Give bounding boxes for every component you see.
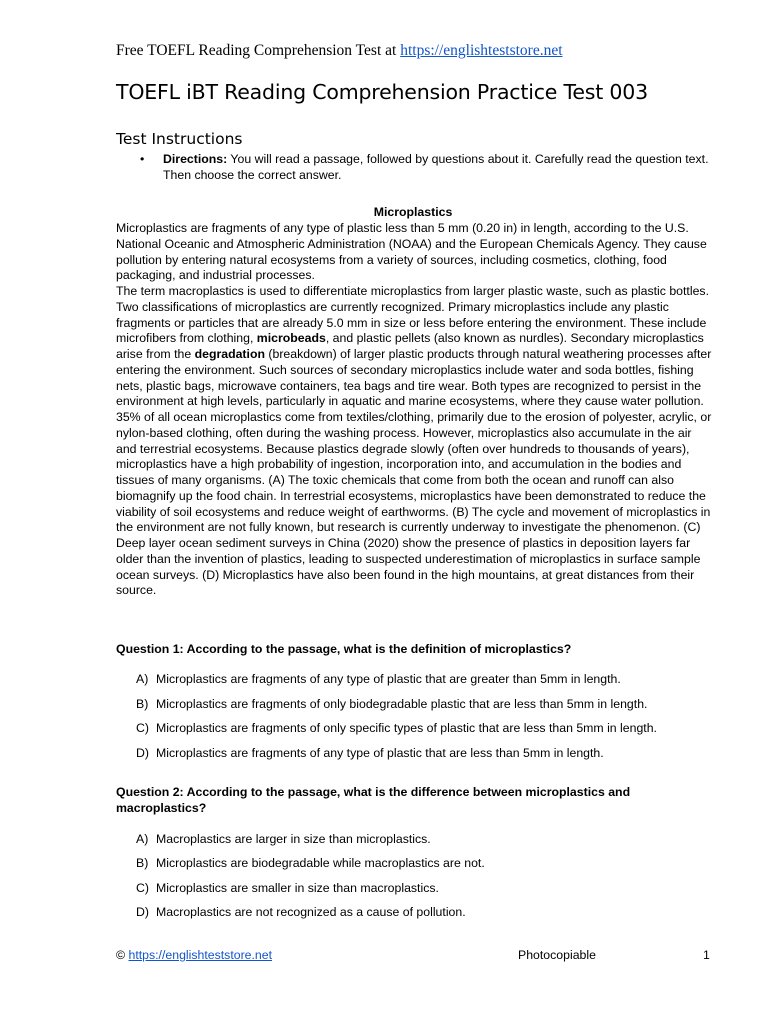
header-text: Free TOEFL Reading Comprehension Test at [116, 42, 397, 59]
question-1: Question 1: According to the passage, what is the definition of microplastics? [116, 642, 572, 656]
page-header [116, 42, 563, 60]
page-title: TOEFL iBT Reading Comprehension Practice Test 003 [116, 80, 648, 104]
passage-body [116, 221, 712, 599]
term-degradation: degradation [194, 347, 265, 361]
q2-option-a[interactable] [136, 831, 716, 847]
q1-option-b[interactable] [136, 696, 716, 712]
option-text: Macroplastics are not recognized as a cause of pollution. [156, 905, 466, 919]
option-letter: C) [136, 881, 149, 895]
question-2: Question 2: According to the passage, what is the difference between microplastics and macroplastics? [116, 785, 631, 815]
instructions-item [140, 151, 710, 183]
q2-option-c[interactable] [136, 880, 716, 896]
option-text: Microplastics are biodegradable while macroplastics are not. [156, 856, 485, 870]
option-letter: A) [136, 672, 149, 686]
option-letter: C) [136, 721, 149, 735]
q2-option-d[interactable] [136, 904, 716, 920]
option-letter: D) [136, 905, 149, 919]
passage-paragraph-1: Microplastics are fragments of any type of plastic less than 5 mm (0.20 in) in length, according to the U.S. National Oceanic and Atmospheric Administration (NOAA) and the European Chemicals Agency. They cause pollution by entering natural ecosystems from a variety of sources, including cosmetics, clothing, food packaging, and industrial processes. [116, 221, 707, 283]
header-link[interactable]: https://englishteststore.net [400, 42, 563, 59]
page-number: 1 [703, 948, 710, 962]
q1-option-a[interactable] [136, 671, 716, 687]
q1-option-c[interactable] [136, 720, 716, 736]
directions-label: Directions: [163, 152, 228, 166]
option-text: Microplastics are fragments of only specific types of plastic that are less than 5mm in length. [156, 721, 657, 735]
option-text: Macroplastics are larger in size than microplastics. [156, 832, 431, 846]
q2-option-b[interactable] [136, 855, 716, 871]
footer-link[interactable]: https://englishteststore.net [128, 948, 273, 962]
copyright-icon: © [116, 948, 126, 962]
option-letter: B) [136, 697, 149, 711]
option-letter: A) [136, 832, 149, 846]
passage-title: Microplastics [373, 205, 453, 219]
option-text: Microplastics are fragments of any type of plastic that are less than 5mm in length. [156, 746, 604, 760]
passage-text: (breakdown) of larger plastic products through natural weathering processes after entering the environment. Such sources of secondary microplastics include water and soda bottles, fishing nets, plastic bags, microwave containers, tea bags and tire wear. Both types are recognized to persist in the environment at high levels, particularly in aquatic and marine ecosystems, where they cause water pollution. 35% of all ocean microplastics come from textiles/clothing, primarily due to the erosion of polyester, acrylic, or nylon-based clothing, often during the washing process. However, microplastics also accumulate in the air and terrestrial ecosystems. Because plastics degrade slowly (often over hundreds to thousands of years), microplastics have a high probability of ingestion, incorporation into, and accumulation in the bodies and tissues of many organisms. (A) The toxic chemicals that come from both the ocean and runoff can also biomagnify up the food chain. In terrestrial ecosystems, microplastics have been demonstrated to reduce the viability of soil ecosystems and reduce weight of earthworms. (B) The cycle and movement of microplastics in the environment are not fully known, but research is currently underway to investigate the phenomenon. (C) Deep layer ocean sediment surveys in China (2020) show the presence of plastics in deposition layers far older than the invention of plastics, leading to suspected underestimation of microplastics in surface sample ocean surveys. (D) Microplastics have also been found in the high mountains, at great distances from their source. [116, 347, 712, 598]
passage-paragraph-2 [116, 284, 712, 599]
instructions-heading: Test Instructions [116, 130, 243, 148]
option-text: Microplastics are fragments of any type of plastic that are greater than 5mm in length. [156, 672, 621, 686]
footer-photocopiable: Photocopiable [518, 948, 596, 962]
option-letter: D) [136, 746, 149, 760]
bullet-icon: • [140, 152, 145, 166]
option-text: Microplastics are smaller in size than macroplastics. [156, 881, 439, 895]
passage-text: The term macroplastics is used to differentiate microplastics from larger plastic waste, such as plastic bottles. Two classifications of microplastics are currently recognized. Primary microplastics include any plastic fragments or particles that are already 5.0 mm in size or less before entering the environment. These include microfibers from clothing, [116, 284, 709, 346]
option-text: Microplastics are fragments of only biodegradable plastic that are less than 5mm in length. [156, 697, 648, 711]
passage-text: , and plastic pellets (also known as nurdles). Secondary microplastics arise from the [116, 331, 704, 361]
term-microbeads: microbeads [256, 331, 326, 346]
q1-option-d[interactable] [136, 745, 716, 761]
directions-text: You will read a passage, followed by questions about it. Carefully read the question text. Then choose the correct answer. [163, 152, 709, 182]
option-letter: B) [136, 856, 149, 870]
footer-left [116, 948, 272, 962]
